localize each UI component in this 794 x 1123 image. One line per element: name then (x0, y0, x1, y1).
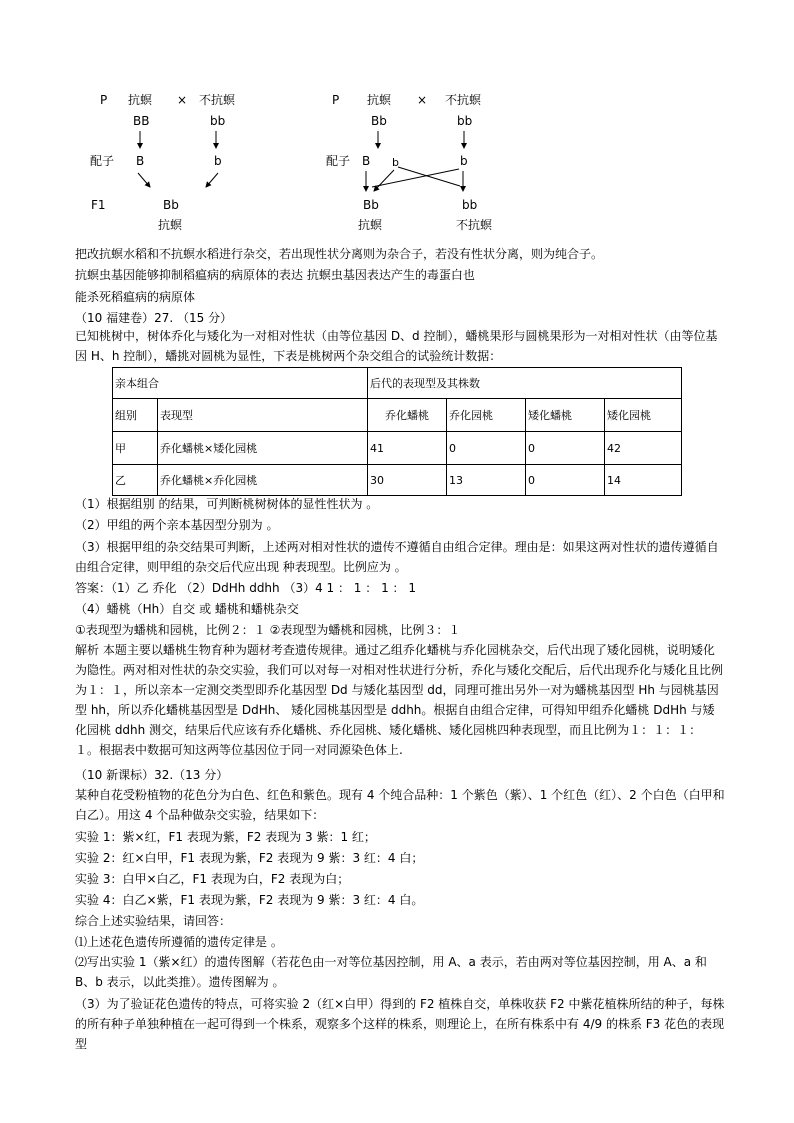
col-c4: 矮化园桃 (605, 399, 682, 432)
offspring1-phenotype: 抗螟 (358, 218, 383, 232)
cross-symbol: × (177, 93, 188, 107)
cross-symbol: × (417, 93, 428, 107)
parent2-genotype: bb (457, 114, 473, 128)
cell-value: 41 (368, 432, 447, 465)
offspring2-genotype: bb (462, 198, 478, 212)
question-part: （3）根据甲组的杂交结果可判断，上述两对相对性状的遗传不遵循自由组合定律。理由是：如果这两对性状的遗传遵循自由组合定律，则甲组的杂交后代应出现 种表现型。比例应为 。 (75, 540, 719, 574)
cross-line (372, 169, 459, 187)
table-head-parent: 亲本组合 (113, 368, 368, 399)
text-line: 把改抗螟水稻和不抗螟水稻进行杂交，若出现性状分离则为杂合子，若没有性状分离，则为纯合子。 (75, 247, 604, 261)
question-part: ⑵写出实验 1（紫×红）的遗传图解（若花色由一对等位基因控制，用 A、a 表示，若由两对等位基因控制，用 A、a 和 B、b 表示，以此类推）。遗传图解为 。 (75, 955, 707, 989)
cell-value: 0 (447, 432, 526, 465)
question-part: （3）为了验证花色遗传的特点，可将实验 2（红×白甲）得到的 F2 植株自交，单株收获 F2 中紫花植株所结的种子，每株的所有种子单独种植在一起可得到一个株系，观察多个这样的株系，则理论上，在所有株系中有 4/9 的株系 F3 花色的表现型 (75, 997, 725, 1051)
question-intro: 已知桃树中，树体乔化与矮化为一对相对性状（由等位基因 D、d 控制），蟠桃果形与圆桃果形为一对相对性状（由等位基因 H、h 控制），蟠挑对圆桃为显性，下表是桃树两个杂交组合的试验统计数据： (75, 329, 718, 363)
answer-line: ①表现型为蟠桃和园桃，比例２：１ ②表现型为蟠桃和园桃，比例３：１ (75, 623, 461, 637)
parent1-label: 抗螟 (128, 93, 153, 107)
p-label: P (100, 93, 108, 107)
f1-label: F1 (91, 198, 106, 212)
p-label: P (332, 93, 340, 107)
offspring1-genotype: Bb (363, 198, 379, 212)
f1-phenotype: 抗螟 (158, 218, 183, 232)
question-intro: 某种自花受粉植物的花色分为白色、红色和紫色。现有 4 个纯合品种：1 个紫色（紫）、1 个红色（红）、2 个白色（白甲和白乙）。用这 4 个品种做杂交实验，结果如下： (75, 788, 725, 822)
table-head-offspring: 后代的表现型及其株数 (368, 368, 682, 399)
question-part: （2）甲组的两个亲本基因型分别为 。 (75, 518, 279, 532)
experiment-line: 实验 3：白甲×白乙，F1 表现为白，F2 表现为白； (75, 872, 350, 886)
col-phenotype: 表现型 (158, 399, 368, 432)
gamete-b: b (460, 154, 468, 168)
answer-line: （4）蟠桃（Hh）自交 或 蟠桃和蟠桃杂交 (75, 602, 299, 616)
question-heading: （10 福建卷）27. （15 分） (75, 311, 233, 325)
cell-value: 14 (605, 465, 682, 496)
experiment-line: 实验 2：红×白甲，F1 表现为紫，F2 表现为 9 紫：3 红：4 白； (75, 851, 424, 865)
analysis-paragraph: 解析 本题主要以蟠桃生物育种为题材考查遗传规律。通过乙组乔化蟠桃与乔化园桃杂交，后代出现了矮化园桃，说明矮化为隐性。两对相对性状的杂交实验，我们可以对每一对相对性状进行分析，乔化与矮化交配后，后代出现乔化与矮化且比例为１：１，所以亲本一定测交类型即乔化基因型 Dd 与矮化基因型 dd，同理可推出另外一对为蟠桃基因型 Hh 与园桃基因型 hh，所以乔化蟠桃基因型是 DdHh、 矮化园桃基因型是 ddhh。根据自由组合定律，可得知甲组乔化蟠桃 DdHh 与矮化园桃 ddhh 测交，结果后代应该有乔化蟠桃、乔化园桃、矮化蟠桃、矮化园桃四种表现型，而且比例为１：１：１： １。根据表中数据可知这两等位基因位于同一对同源染色体上. (75, 643, 724, 757)
cross-line (398, 167, 460, 186)
parent1-genotype: BB (133, 114, 150, 128)
cell-value: 0 (526, 432, 605, 465)
gamete-label: 配子 (326, 154, 351, 168)
hybrid-data-table (112, 367, 682, 496)
experiment-line: 实验 1：紫×红，F1 表现为紫，F2 表现为 3 紫：1 红； (75, 830, 376, 844)
col-c2: 乔化园桃 (447, 399, 526, 432)
cell-phenotype: 乔化蟠桃×矮化园桃 (158, 432, 368, 465)
question-part: （1）根据组别 的结果，可判断桃树树体的显性性状为 。 (75, 497, 379, 511)
experiment-line: 实验 4：白乙×紫，F1 表现为紫，F2 表现为 9 紫：3 红：4 白。 (75, 893, 424, 907)
parent1-label: 抗螟 (367, 93, 392, 107)
cell-phenotype: 乔化蟠桃×乔化园桃 (158, 465, 368, 496)
f1-genotype: Bb (163, 198, 179, 212)
col-c1: 乔化蟠桃 (368, 399, 447, 432)
summary-line: 综合上述实验结果，请回答： (75, 914, 232, 928)
diagram-arrows (0, 0, 794, 260)
table-row (113, 465, 682, 496)
gamete-B: B (362, 154, 371, 168)
table-row (113, 432, 682, 465)
cell-group: 甲 (113, 432, 158, 465)
arrow-diagonal (206, 173, 218, 187)
answer-line: 答案：（1）乙 乔化 （2）DdHh ddhh （3）4 1 ： 1 ： 1 ： 1 (75, 581, 416, 595)
question-heading: （10 新课标）32.（13 分） (75, 768, 229, 782)
text-line: 抗螟虫基因能够抑制稻瘟病的病原体的表达 抗螟虫基因表达产生的毒蛋白也 (75, 268, 475, 282)
parent2-label: 不抗螟 (445, 93, 482, 107)
cell-value: 0 (526, 465, 605, 496)
parent2-genotype: bb (210, 114, 226, 128)
gamete-label: 配子 (90, 154, 115, 168)
parent2-label: 不抗螟 (199, 93, 236, 107)
col-c3: 矮化蟠桃 (526, 399, 605, 432)
gamete-b: b (214, 154, 222, 168)
question-part: ⑴上述花色遗传所遵循的遗传定律是 。 (75, 935, 283, 949)
text-line: 能杀死稻瘟病的病原体 (75, 290, 196, 304)
arrow-diagonal (374, 170, 394, 191)
parent1-genotype: Bb (371, 114, 387, 128)
offspring2-phenotype: 不抗螟 (456, 218, 493, 232)
gamete-b-small: b (392, 156, 399, 169)
cell-group: 乙 (113, 465, 158, 496)
cell-value: 13 (447, 465, 526, 496)
cell-value: 42 (605, 432, 682, 465)
arrow-diagonal (138, 173, 150, 187)
cell-value: 30 (368, 465, 447, 496)
gamete-B: B (136, 154, 145, 168)
col-group: 组别 (113, 399, 158, 432)
